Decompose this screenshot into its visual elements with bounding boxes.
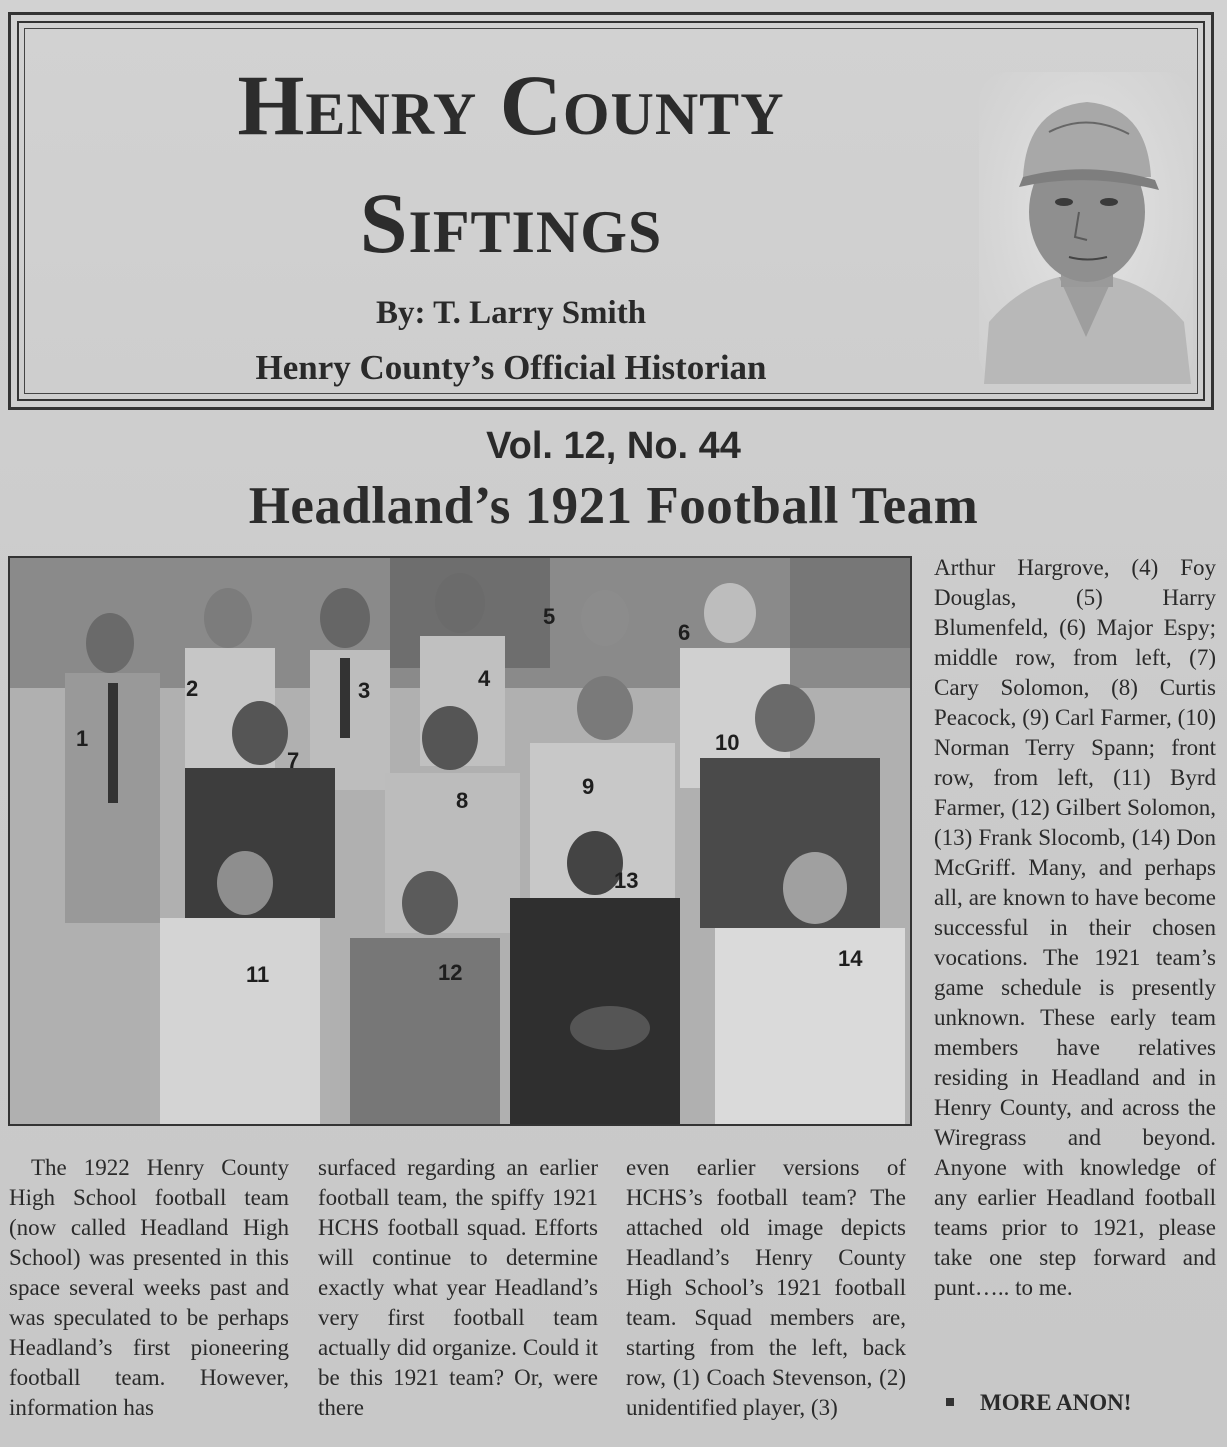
byline: By: T. Larry Smith bbox=[375, 295, 647, 331]
photo-number-1: 1 bbox=[76, 726, 89, 751]
photo-number-5: 5 bbox=[543, 604, 556, 629]
issue-volume: Vol. 12, No. 44 bbox=[486, 425, 741, 467]
article-column-1 bbox=[9, 1153, 289, 1423]
closing-line bbox=[946, 1390, 1131, 1416]
article-title: Headland’s 1921 Football Team bbox=[248, 477, 979, 535]
column-title-line2: Siftings bbox=[359, 175, 663, 271]
photo-number-14: 14 bbox=[838, 946, 863, 971]
photo-number-10: 10 bbox=[715, 730, 740, 755]
article-column-3 bbox=[626, 1153, 906, 1423]
author-portrait bbox=[979, 72, 1193, 384]
article-text-col2: surfaced regarding an earlier football team, the spiffy 1921 HCHS football squad. Efforts will continue to determine exactly what year Headland’s very first football team actually did organize. Could it be this 1921 team? Or, were there bbox=[318, 1155, 598, 1420]
photo-number-11: 11 bbox=[246, 962, 270, 987]
closing-text: MORE ANON! bbox=[980, 1390, 1132, 1415]
article-column-4 bbox=[934, 553, 1216, 1303]
photo-number-9: 9 bbox=[582, 774, 595, 799]
author-title: Henry County’s Official Historian bbox=[255, 348, 767, 387]
photo-number-7: 7 bbox=[287, 748, 300, 773]
article-text-col1: The 1922 Henry County High School football team (now called Headland High School) was presented in this space several weeks past and was speculated to be perhaps Headland’s first pioneering football team. However, information has bbox=[9, 1155, 289, 1420]
photo-number-3: 3 bbox=[358, 678, 371, 703]
photo-number-6: 6 bbox=[678, 620, 691, 645]
article-text-col3: even earlier versions of HCHS’s football team? The attached old image depicts Headland’s Henry County High School’s 1921 football team. Squad members are, starting from the left, back row, (1) Coach Stevenson, (2) unidentified player, (3) bbox=[626, 1155, 906, 1420]
bullet-icon bbox=[946, 1398, 954, 1406]
photo-number-12: 12 bbox=[438, 960, 463, 985]
article-text-col4: Arthur Hargrove, (4) Foy Douglas, (5) Harry Blumenfeld, (6) Major Espy; middle row, from left, (7) Cary Solomon, (8) Curtis Peacock, (9) Carl Farmer, (10) Norman Terry Spann; front row, from left, (11) Byrd Farmer, (12) Gilbert Solomon, (13) Frank Slocomb, (14) Don McGriff. Many, and perhaps all, are known to have become successful in their chosen vocations. The 1921 team’s game schedule is presently unknown. These early team members have relatives residing in Headland and in Henry County, and across the Wiregrass and beyond. Anyone with knowledge of any earlier Headland football teams prior to 1921, please take one step forward and punt….. to me. bbox=[934, 555, 1216, 1300]
photo-number-2: 2 bbox=[186, 676, 199, 701]
article-column-2 bbox=[318, 1153, 598, 1423]
team-photo bbox=[8, 556, 912, 1126]
column-title-line1: Henry County bbox=[237, 57, 785, 153]
photo-number-8: 8 bbox=[456, 788, 469, 813]
photo-number-13: 13 bbox=[614, 868, 639, 893]
team-photo-image bbox=[10, 558, 912, 1126]
masthead-box bbox=[8, 12, 1214, 410]
photo-number-4: 4 bbox=[478, 666, 491, 691]
